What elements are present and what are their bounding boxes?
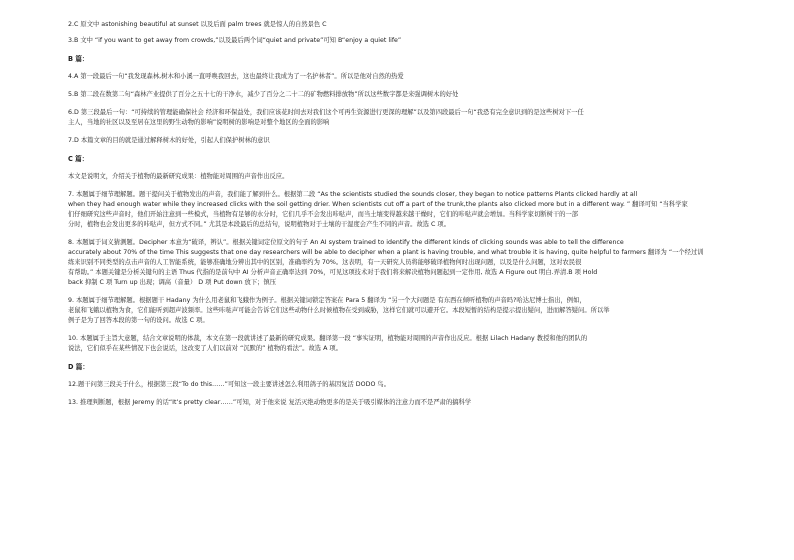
section-heading-b: B 篇： — [68, 55, 89, 63]
answer-6-line-2: 主人，当地的社区以及至居在这里的野生动物的影响”说明树的影响是对整个地区的全面的影响 — [68, 119, 330, 126]
answer-3: 3.B 文中 “if you want to get away from crowds,”以及最后两个词“quiet and private”可知 B“enjoy a quiet life” — [68, 37, 402, 44]
answer-9-line-2: 老鼠和飞蛾以植物为食，它们能听到超声波频率。这些咔哒声可能会告诉它们这些动物什么时候植物在受到威胁，这样它们就可以避开它。本段短暂的结构是提示提出疑问，进而解答疑问。所以举 — [68, 307, 610, 314]
answer-6-line-1: 6.D 第三段最后一句：“可持续的管理能确保社会 经济和环保益处，我们应该花时间去对我们这个可再生资源进行更深的理解”以及第四段最后一句“我恐有完全意识到的是这些树对下一任 — [68, 109, 584, 116]
answer-12: 12.题干问第三段关于什么，根据第三段“To do this……”可知这一段主要讲述怎么利用鸽子的基因复活 DODO 鸟。 — [68, 381, 390, 388]
answer-7-line-3: 们仔细研究这些声音时，他们开始注意到一些模式，当植物有足够的水分时，它们几乎不会发出咔哒声，而当土壤变得越来越干燥时，它们的咔哒声就会增加。当科学家切断树干的一部 — [68, 211, 579, 218]
answer-7-line-4: 分时，植物也会发出更多的咔哒声，但方式不同。” 尤其是本段最后的总结句，说明植物对于土壤的干湿度会产生不同的声音。故选 C 项。 — [68, 221, 451, 228]
answer-10-line-2: 说法，它们似乎在某些情况下也会说话，这改变了人们以前对 “沉默的” 植物的看法”。故选 A 项。 — [68, 345, 342, 352]
answer-7-line-2: when they had enough water while they increased clicks with the soil getting drier. When scientists cut off a part of the trunk,the plants also clicked more but in a different way. ” 翻译可知 “当科学家 — [68, 201, 688, 208]
answer-6 — [68, 108, 734, 128]
answer-8-line-5: back 抑制 C 项 Turn up 出现；调高（音量） D 项 Put down 放下；镇压 — [68, 279, 277, 286]
answer-13: 13. 推理判断题，根据 Jeremy 的话“It’s pretty clear……”可知，对于他来说 复活灭绝动物更多的是关于吸引媒体的注意力而不是严肃的搞科学 — [68, 399, 472, 406]
answer-5: 5.B 第二段在数第二句“森林产业提供了百分之五十七的干净水，减少了百分之二十二的矿物燃料排放物”所以这些数字都是来强调树木的好处 — [68, 91, 459, 98]
answer-8-line-3: 练来识别不同类型的点击声音的人工智能系统，能够准确地分辨出其中的区别，准确率约为 70%。这表明，有一天研究人员将能够破译植物何时出现问题，以及是什么问题，这对农民很 — [68, 259, 582, 266]
answer-10 — [68, 334, 734, 354]
section-heading-c: C 篇： — [68, 155, 89, 163]
section-heading-d: D 篇： — [68, 363, 89, 371]
answer-7-c — [68, 190, 734, 230]
answer-8-line-2: accurately about 70% of the time This suggests that one day researchers will be able to decipher when a plant is having trouble, and what trouble it is having, quite helpful to farmers 翻译为 “一个经过训 — [68, 249, 704, 256]
answer-8 — [68, 238, 734, 288]
answer-9-line-3: 例子是为了回答本段的第一句的设问。故选 C 项。 — [68, 317, 209, 324]
answer-9 — [68, 296, 734, 326]
answer-8-line-4: 有帮助。” 本题关键是分析关键句的主语 Thus 代指的是前句中 AI 分析声音正确率达到 70%，可见这项技术对于我们将来解决植物问题起到一定作用, 故选 A Figure out 明白.弄清.B 项 Hold — [68, 269, 598, 276]
answer-2: 2.C 原文中 astonishing beautiful at sunset 以及后面 palm trees 就是惊人的自然景色 C — [68, 21, 327, 28]
answer-4: 4.A 第一段最后一句“我发现森林,树木和小溪一直呼唤我回去，这也最终让我成为了一名护林者”。所以是他对自然的热爱 — [68, 73, 404, 80]
answer-8-line-1: 8. 本题属于词义猜测题。Decipher 本意为“破译，辨认”。根据关键词定位原文的句子 An AI system trained to identify the different kinds of clicking sounds was able to tell the difference — [68, 239, 624, 246]
answer-7-b: 7.D 本篇文章的目的就是通过解释树木的好处，引起人们保护树林的意识 — [68, 137, 270, 144]
answer-7-line-1: 7. 本题属于细节理解题。题干提问关于植物发出的声音，我们能了解到什么。根据第二段 “As the scientists studied the sounds closer, they began to notice patterns Plants clicked hardly at all — [68, 191, 638, 198]
answer-10-line-1: 10. 本题属于主旨大意题，结合文章说明的体裁，本文在第一段就讲述了最新的研究成果。翻译第一段 “事实证明，植物能对周围的声音作出反应。根据 Lilach Hadany 教授和他的团队的 — [68, 335, 588, 342]
passage-c-intro: 本文是说明文，介绍关于植物的最新研究成果：植物能对周围的声音作出反应。 — [68, 173, 289, 180]
answer-9-line-1: 9. 本题属于细节理解题。根据题干 Hadany 为什么用老鼠和飞蛾作为例子。根据关键词锁定答案在 Para 5 翻译为 “另一个大问题是 有东西在倾听植物的声音吗?哈达尼博士指出，例如， — [68, 297, 586, 304]
